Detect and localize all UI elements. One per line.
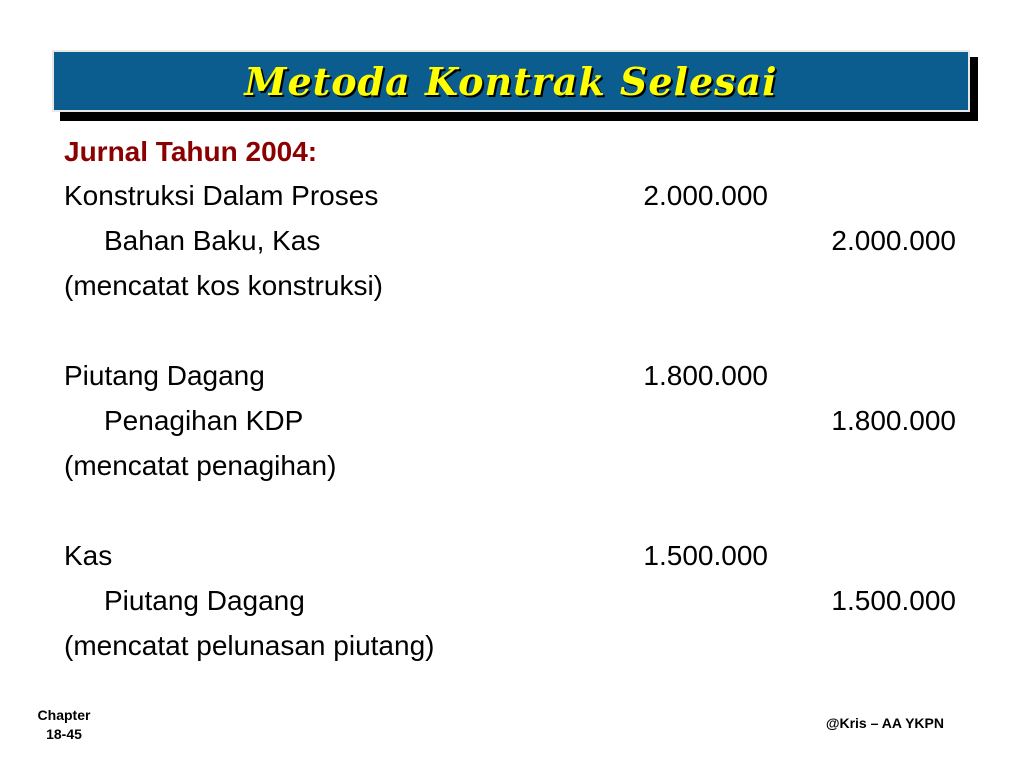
credit-account: Bahan Baku, Kas bbox=[104, 225, 321, 256]
slide-title: Metoda Kontrak Selesai bbox=[244, 58, 778, 104]
debit-amount: 1.800.000 bbox=[643, 360, 768, 391]
chapter-number: 18-45 bbox=[46, 726, 82, 742]
title-banner bbox=[52, 50, 970, 112]
journal-heading: Jurnal Tahun 2004: bbox=[64, 136, 318, 167]
chapter-label: Chapter bbox=[37, 707, 91, 723]
debit-account: Kas bbox=[64, 540, 113, 571]
entry-note: (mencatat penagihan) bbox=[64, 450, 337, 481]
debit-amount: 2.000.000 bbox=[643, 180, 768, 211]
chapter-footer bbox=[30, 706, 98, 744]
credit-amount: 1.500.000 bbox=[831, 585, 956, 616]
debit-amount: 1.500.000 bbox=[643, 540, 768, 571]
debit-account: Konstruksi Dalam Proses bbox=[64, 180, 379, 211]
credit-account: Piutang Dagang bbox=[104, 585, 305, 616]
credit-amount: 1.800.000 bbox=[831, 405, 956, 436]
entry-note: (mencatat kos konstruksi) bbox=[64, 270, 383, 301]
debit-account: Piutang Dagang bbox=[64, 360, 265, 391]
credit-amount: 2.000.000 bbox=[831, 225, 956, 256]
entry-note: (mencatat pelunasan piutang) bbox=[64, 630, 435, 661]
credit-account: Penagihan KDP bbox=[104, 405, 304, 436]
author-credit: @Kris – AA YKPN bbox=[825, 715, 944, 731]
